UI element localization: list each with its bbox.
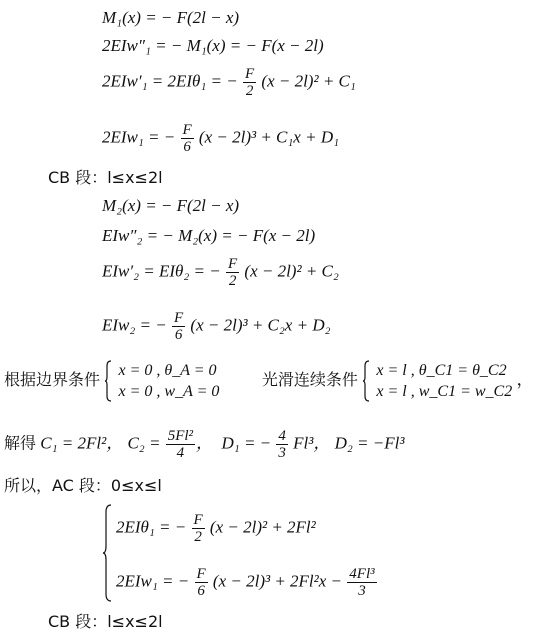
so-ac-heading: 所以，AC 段：0≤x≤l: [4, 476, 162, 495]
fraction: $\frac{F}{2}$: [193, 512, 203, 545]
final-deflection-post: (x − 2l)³ + 2Fl²x −: [212, 571, 343, 591]
boundary-cases: [119, 360, 220, 402]
smooth-label: 光滑连续条件: [261, 369, 358, 389]
boundary-label: 根据边界条件: [4, 369, 101, 389]
cb-heading-2: CB 段：l≤x≤2l: [48, 612, 163, 631]
final-slope-post: (x − 2l)² + 2Fl²: [209, 517, 316, 537]
smooth-case-theta: x = l , θ_C1 = θ_C2: [376, 362, 507, 379]
smooth-case-w: x = l , w_C1 = w_C2: [376, 383, 513, 400]
d2-value: D₂ = −Fl³: [334, 433, 405, 453]
fraction: $\frac{F}{2}$: [244, 66, 255, 99]
cb-deflection-pre: EIw₂ = −: [102, 315, 167, 335]
final-deflection-pre: 2EIw₁ = −: [116, 571, 190, 591]
cb-deflection-post: (x − 2l)³ + C₂x + D₂: [190, 315, 331, 335]
left-brace-icon: [104, 360, 112, 402]
cb-heading: CB 段：l≤x≤2l: [48, 168, 163, 187]
boundary-conditions: [4, 360, 533, 402]
cb-slope-post: (x − 2l)² + C₂: [244, 261, 339, 281]
final-slope-pre: 2EIθ₁ = −: [116, 517, 187, 537]
fraction: $\frac{\text{4Fl³}}{3}$: [349, 566, 375, 599]
fraction: $\frac{4}{3}$: [278, 428, 286, 461]
cb-moment-eq: M₂(x) = − F(2l − x): [102, 196, 240, 215]
ac-slope-post: (x − 2l)² + C₁: [261, 71, 356, 91]
fraction: $\frac{F}{6}$: [182, 122, 192, 155]
ac-deflection-post: (x − 2l)³ + C₁x + D₁: [198, 127, 340, 147]
ac-deflection-eq: [102, 122, 339, 155]
fraction: $\frac{F}{2}$: [227, 256, 238, 289]
smooth-cases: [376, 360, 512, 402]
trailing-comma: ，: [516, 369, 533, 389]
c1-value: C₁ = 2Fl²，: [40, 433, 124, 453]
ac-slope-eq: [102, 66, 356, 99]
cb-curvature-eq: EIw″₂ = − M₂(x) = − F(x − 2l): [102, 226, 316, 245]
boundary-case-w: x = 0 , w_A = 0: [118, 383, 220, 400]
solution-line: 解得 C₁ = 2Fl²， C₂ = $\frac{\text{5Fl²}}{4}$ ， D₁ = − $\frac{4}{3}$ Fl³， D₂ = −Fl³: [4, 428, 405, 461]
boundary-case-theta: x = 0 , θ_A = 0: [118, 362, 217, 379]
final-deflection-eq: [116, 566, 378, 599]
ac-deflection-pre: 2EIw₁ = −: [102, 127, 176, 147]
left-brace-icon: [362, 360, 370, 402]
ac-slope-pre: 2EIw′₁ = 2EIθ₁ = −: [102, 71, 238, 91]
c2-pre: C₂ =: [127, 433, 161, 453]
d1-post: Fl³，: [293, 433, 331, 453]
cb-slope-eq: [102, 256, 339, 289]
final-slope-eq: [116, 512, 316, 545]
cb-deflection-eq: [102, 310, 331, 343]
cb-slope-pre: EIw′₂ = EIθ₂ = −: [102, 261, 221, 281]
left-brace-icon: [102, 504, 112, 602]
ac-curvature-eq: 2EIw″₁ = − M₁(x) = − F(x − 2l): [102, 36, 324, 55]
solution-label: 解得: [4, 433, 37, 453]
fraction: $\frac{\text{5Fl²}}{4}$: [167, 428, 194, 461]
d1-pre: D₁ = −: [221, 433, 272, 453]
fraction: $\frac{F}{6}$: [196, 566, 206, 599]
fraction: $\frac{F}{6}$: [174, 310, 184, 343]
ac-moment-eq: M₁(x) = − F(2l − x): [102, 8, 240, 27]
